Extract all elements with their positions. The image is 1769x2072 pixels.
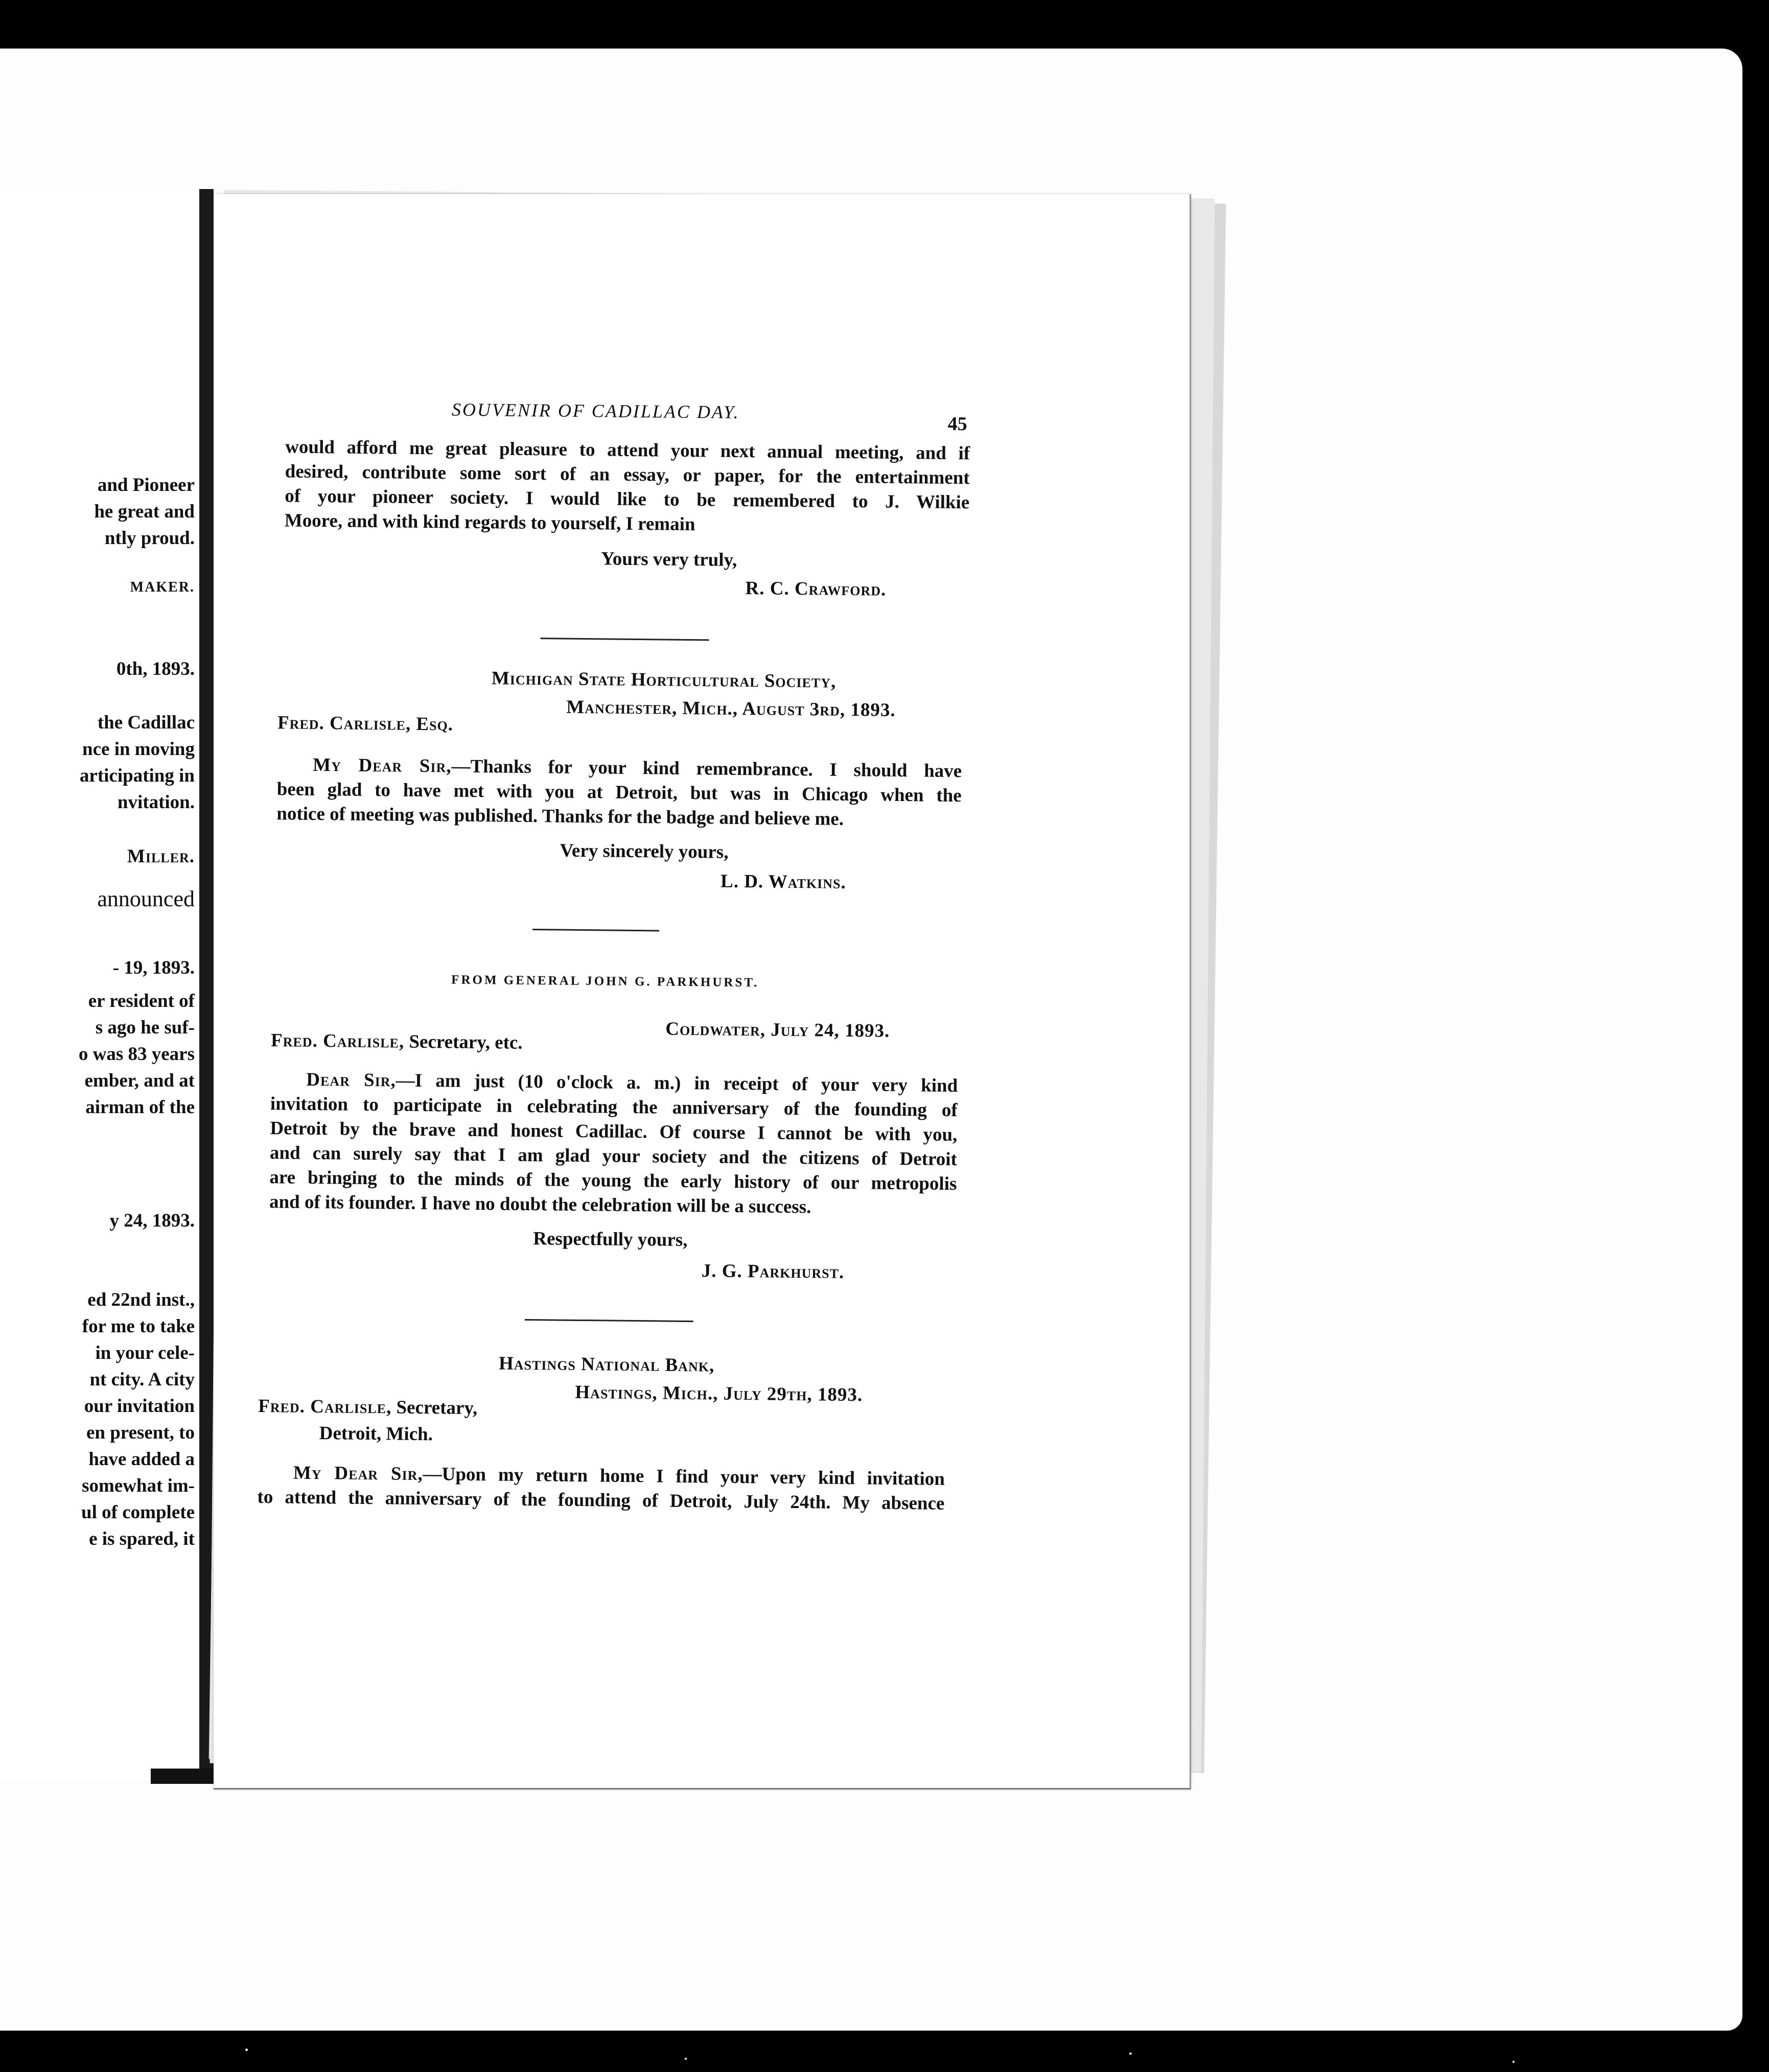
scan-speck	[1512, 2061, 1515, 2063]
section-rule	[541, 638, 709, 641]
salutation: My Dear Sir,	[293, 1462, 423, 1485]
left-text-line: in your cele-	[95, 1343, 195, 1363]
left-text-line: he great and	[94, 501, 195, 522]
left-text-line: e is spared, it	[89, 1528, 195, 1549]
body-line: and can surely say that I am glad your society and the citizens of Detroit	[269, 1142, 958, 1170]
page-number: 45	[947, 413, 967, 435]
body-line: to attend the anniversary of the founding of Detroit, July 24th. My absence	[257, 1486, 945, 1514]
body-line: desired, contribute some sort of an essay, or paper, for the entertainment	[285, 461, 970, 489]
left-text-line: have added a	[88, 1449, 195, 1470]
salutation: Dear Sir,	[306, 1069, 397, 1091]
letter-addressee	[258, 1394, 477, 1421]
left-text-line: articipating in	[79, 765, 195, 786]
letter-heading: FROM GENERAL JOHN G. PARKHURST.	[451, 973, 759, 990]
left-text-line: ember, and at	[84, 1070, 195, 1091]
left-text-line: en present, to	[86, 1422, 195, 1443]
addressee-city: Detroit, Mich.	[319, 1423, 433, 1445]
letter-org: Hastings National Bank,	[498, 1353, 715, 1376]
left-text-line: for me to take	[82, 1316, 195, 1337]
letter-org: Michigan State Horticultural Society,	[491, 668, 836, 692]
body-line: Detroit by the brave and honest Cadillac. Of course I cannot be with you,	[270, 1118, 958, 1146]
left-text-line: nvitation.	[117, 792, 195, 813]
left-text-line: 0th, 1893.	[116, 658, 195, 679]
letter-signature: R. C. Crawford.	[745, 578, 887, 600]
left-text-line: and Pioneer	[97, 475, 195, 496]
salutation: My Dear Sir,	[313, 754, 452, 777]
letter-addressee	[271, 1028, 523, 1055]
body-line: are bringing to the minds of the young the early history of our metropolis	[269, 1167, 957, 1195]
body-line: and of its founder. I have no doubt the celebration will be a success.	[269, 1191, 811, 1218]
letter-place-date: Manchester, Mich., August 3rd, 1893.	[566, 696, 896, 721]
body-line: of your pioneer society. I would like to be remembered to J. Wilkie	[285, 485, 970, 513]
body-line: invitation to participate in celebrating the anniversary of the founding of	[270, 1093, 958, 1121]
section-rule	[525, 1319, 693, 1322]
left-text-line: the Cadillac	[97, 712, 195, 733]
letter-addressee: Fred. Carlisle, Esq.	[277, 712, 454, 735]
letter-place-date: Coldwater, July 24, 1893.	[665, 1018, 890, 1042]
addressee-name: Fred. Carlisle,	[258, 1395, 392, 1418]
body-line: been glad to have met with you at Detroit, but was in Chicago when the	[276, 779, 962, 807]
body-line: notice of meeting was published. Thanks for the badge and believe me.	[276, 803, 844, 830]
left-text-line: airman of the	[85, 1097, 195, 1118]
left-text-line: ul of complete	[81, 1502, 195, 1523]
body-line: would afford me great pleasure to attend your next annual meeting, and if	[285, 436, 970, 464]
page-content	[198, 194, 1190, 1797]
body-line: Moore, and with kind regards to yourself, I remain	[284, 510, 695, 535]
letter-place-date: Hastings, Mich., July 29th, 1893.	[575, 1381, 863, 1406]
left-text-line: somewhat im-	[82, 1475, 195, 1496]
left-text-line: Miller.	[127, 846, 195, 867]
left-text-line: s ago he suf-	[95, 1017, 195, 1038]
running-head: SOUVENIR OF CADILLAC DAY.	[451, 399, 740, 422]
scan-speck	[685, 2058, 687, 2060]
left-text-line: y 24, 1893.	[109, 1210, 195, 1231]
body-text: —I am just (10 o'clock a. m.) in receipt of your very kind	[395, 1070, 958, 1097]
body-text: —Upon my return home I find your very kind invitation	[423, 1464, 945, 1490]
left-text-line: our invitation	[84, 1396, 195, 1417]
addressee-title: Secretary,	[396, 1397, 478, 1419]
left-text-line: nce in moving	[82, 739, 195, 760]
scan-speck	[245, 2049, 248, 2051]
left-text-line: announced	[97, 886, 195, 911]
left-page	[0, 189, 202, 1780]
left-text-line: - 19, 1893.	[112, 957, 195, 978]
letter-closing: Yours very truly,	[600, 548, 737, 571]
left-text-line: MAKER.	[130, 579, 195, 595]
scan-speck	[1129, 2053, 1132, 2055]
letter-signature: L. D. Watkins.	[720, 870, 847, 893]
left-text-line: nt city. A city	[89, 1369, 195, 1390]
letter-closing: Respectfully yours,	[533, 1228, 688, 1251]
book-page	[214, 194, 1191, 1790]
left-text-line: ed 22nd inst.,	[87, 1289, 195, 1310]
left-text-line: er resident of	[88, 991, 195, 1011]
body-text: —Thanks for your kind remembrance. I should have	[451, 756, 962, 782]
letter-closing: Very sincerely yours,	[560, 840, 729, 863]
letter-signature: J. G. Parkhurst.	[701, 1260, 845, 1283]
left-text-line: ntly proud.	[104, 528, 195, 549]
addressee-title: Secretary, etc.	[409, 1031, 523, 1053]
section-rule	[532, 929, 659, 931]
left-text-line: o was 83 years	[78, 1044, 195, 1065]
addressee-name: Fred. Carlisle,	[270, 1030, 405, 1052]
